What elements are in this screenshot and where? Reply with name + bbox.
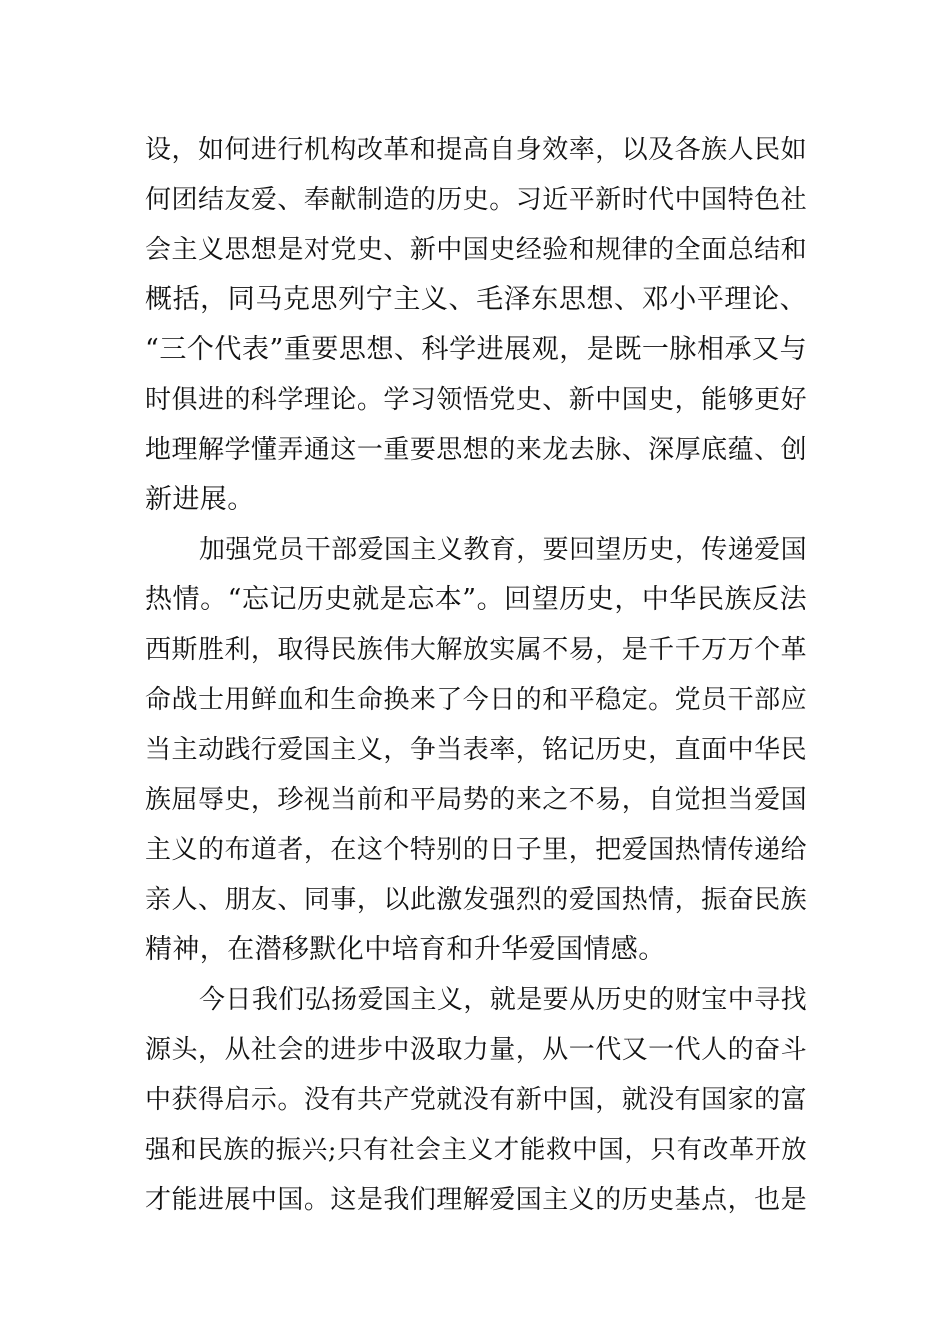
text-line: 中获得启示。没有共产党就没有新中国，就没有国家的富 bbox=[145, 1085, 807, 1115]
text-line: 精神，在潜移默化中培育和升华爱国情感。 bbox=[145, 934, 666, 965]
text-line: 今日我们弘扬爱国主义，就是要从历史的财宝中寻找 bbox=[199, 985, 807, 1015]
text-line: 会主义思想是对党史、新中国史经验和规律的全面总结和 bbox=[145, 235, 807, 265]
text-line: 族屈辱史，珍视当前和平局势的来之不易，自觉担当爱国 bbox=[145, 785, 807, 815]
text-line: 强和民族的振兴;只有社会主义才能救中国，只有改革开放 bbox=[145, 1135, 807, 1165]
text-line: 主义的布道者，在这个特别的日子里，把爱国热情传递给 bbox=[145, 835, 807, 865]
text-line: 亲人、朋友、同事，以此激发强烈的爱国热情，振奋民族 bbox=[145, 885, 807, 915]
text-line: 热情。“忘记历史就是忘本”。回望历史，中华民族反法 bbox=[145, 584, 807, 615]
text-line: 当主动践行爱国主义，争当表率，铭记历史，直面中华民 bbox=[145, 735, 807, 765]
text-line: “三个代表”重要思想、科学进展观，是既一脉相承又与 bbox=[145, 334, 807, 365]
text-line: 新进展。 bbox=[145, 484, 255, 515]
text-line: 概括，同马克思列宁主义、毛泽东思想、邓小平理论、 bbox=[145, 284, 807, 315]
text-line: 西斯胜利，取得民族伟大解放实属不易，是千千万万个革 bbox=[145, 635, 807, 665]
text-line: 何团结友爱、奉献制造的历史。习近平新时代中国特色社 bbox=[145, 185, 807, 215]
text-line: 才能进展中国。这是我们理解爱国主义的历史基点，也是 bbox=[145, 1185, 807, 1215]
text-line: 设，如何进行机构改革和提高自身效率，以及各族人民如 bbox=[145, 135, 807, 165]
text-line: 源头，从社会的进步中汲取力量，从一代又一代人的奋斗 bbox=[145, 1035, 807, 1065]
text-line: 地理解学懂弄通这一重要思想的来龙去脉、深厚底蕴、创 bbox=[145, 435, 807, 465]
text-line: 时俱进的科学理论。学习领悟党史、新中国史，能够更好 bbox=[145, 385, 807, 415]
text-line: 命战士用鲜血和生命换来了今日的和平稳定。党员干部应 bbox=[145, 685, 807, 715]
text-line: 加强党员干部爱国主义教育，要回望历史，传递爱国 bbox=[199, 535, 807, 565]
